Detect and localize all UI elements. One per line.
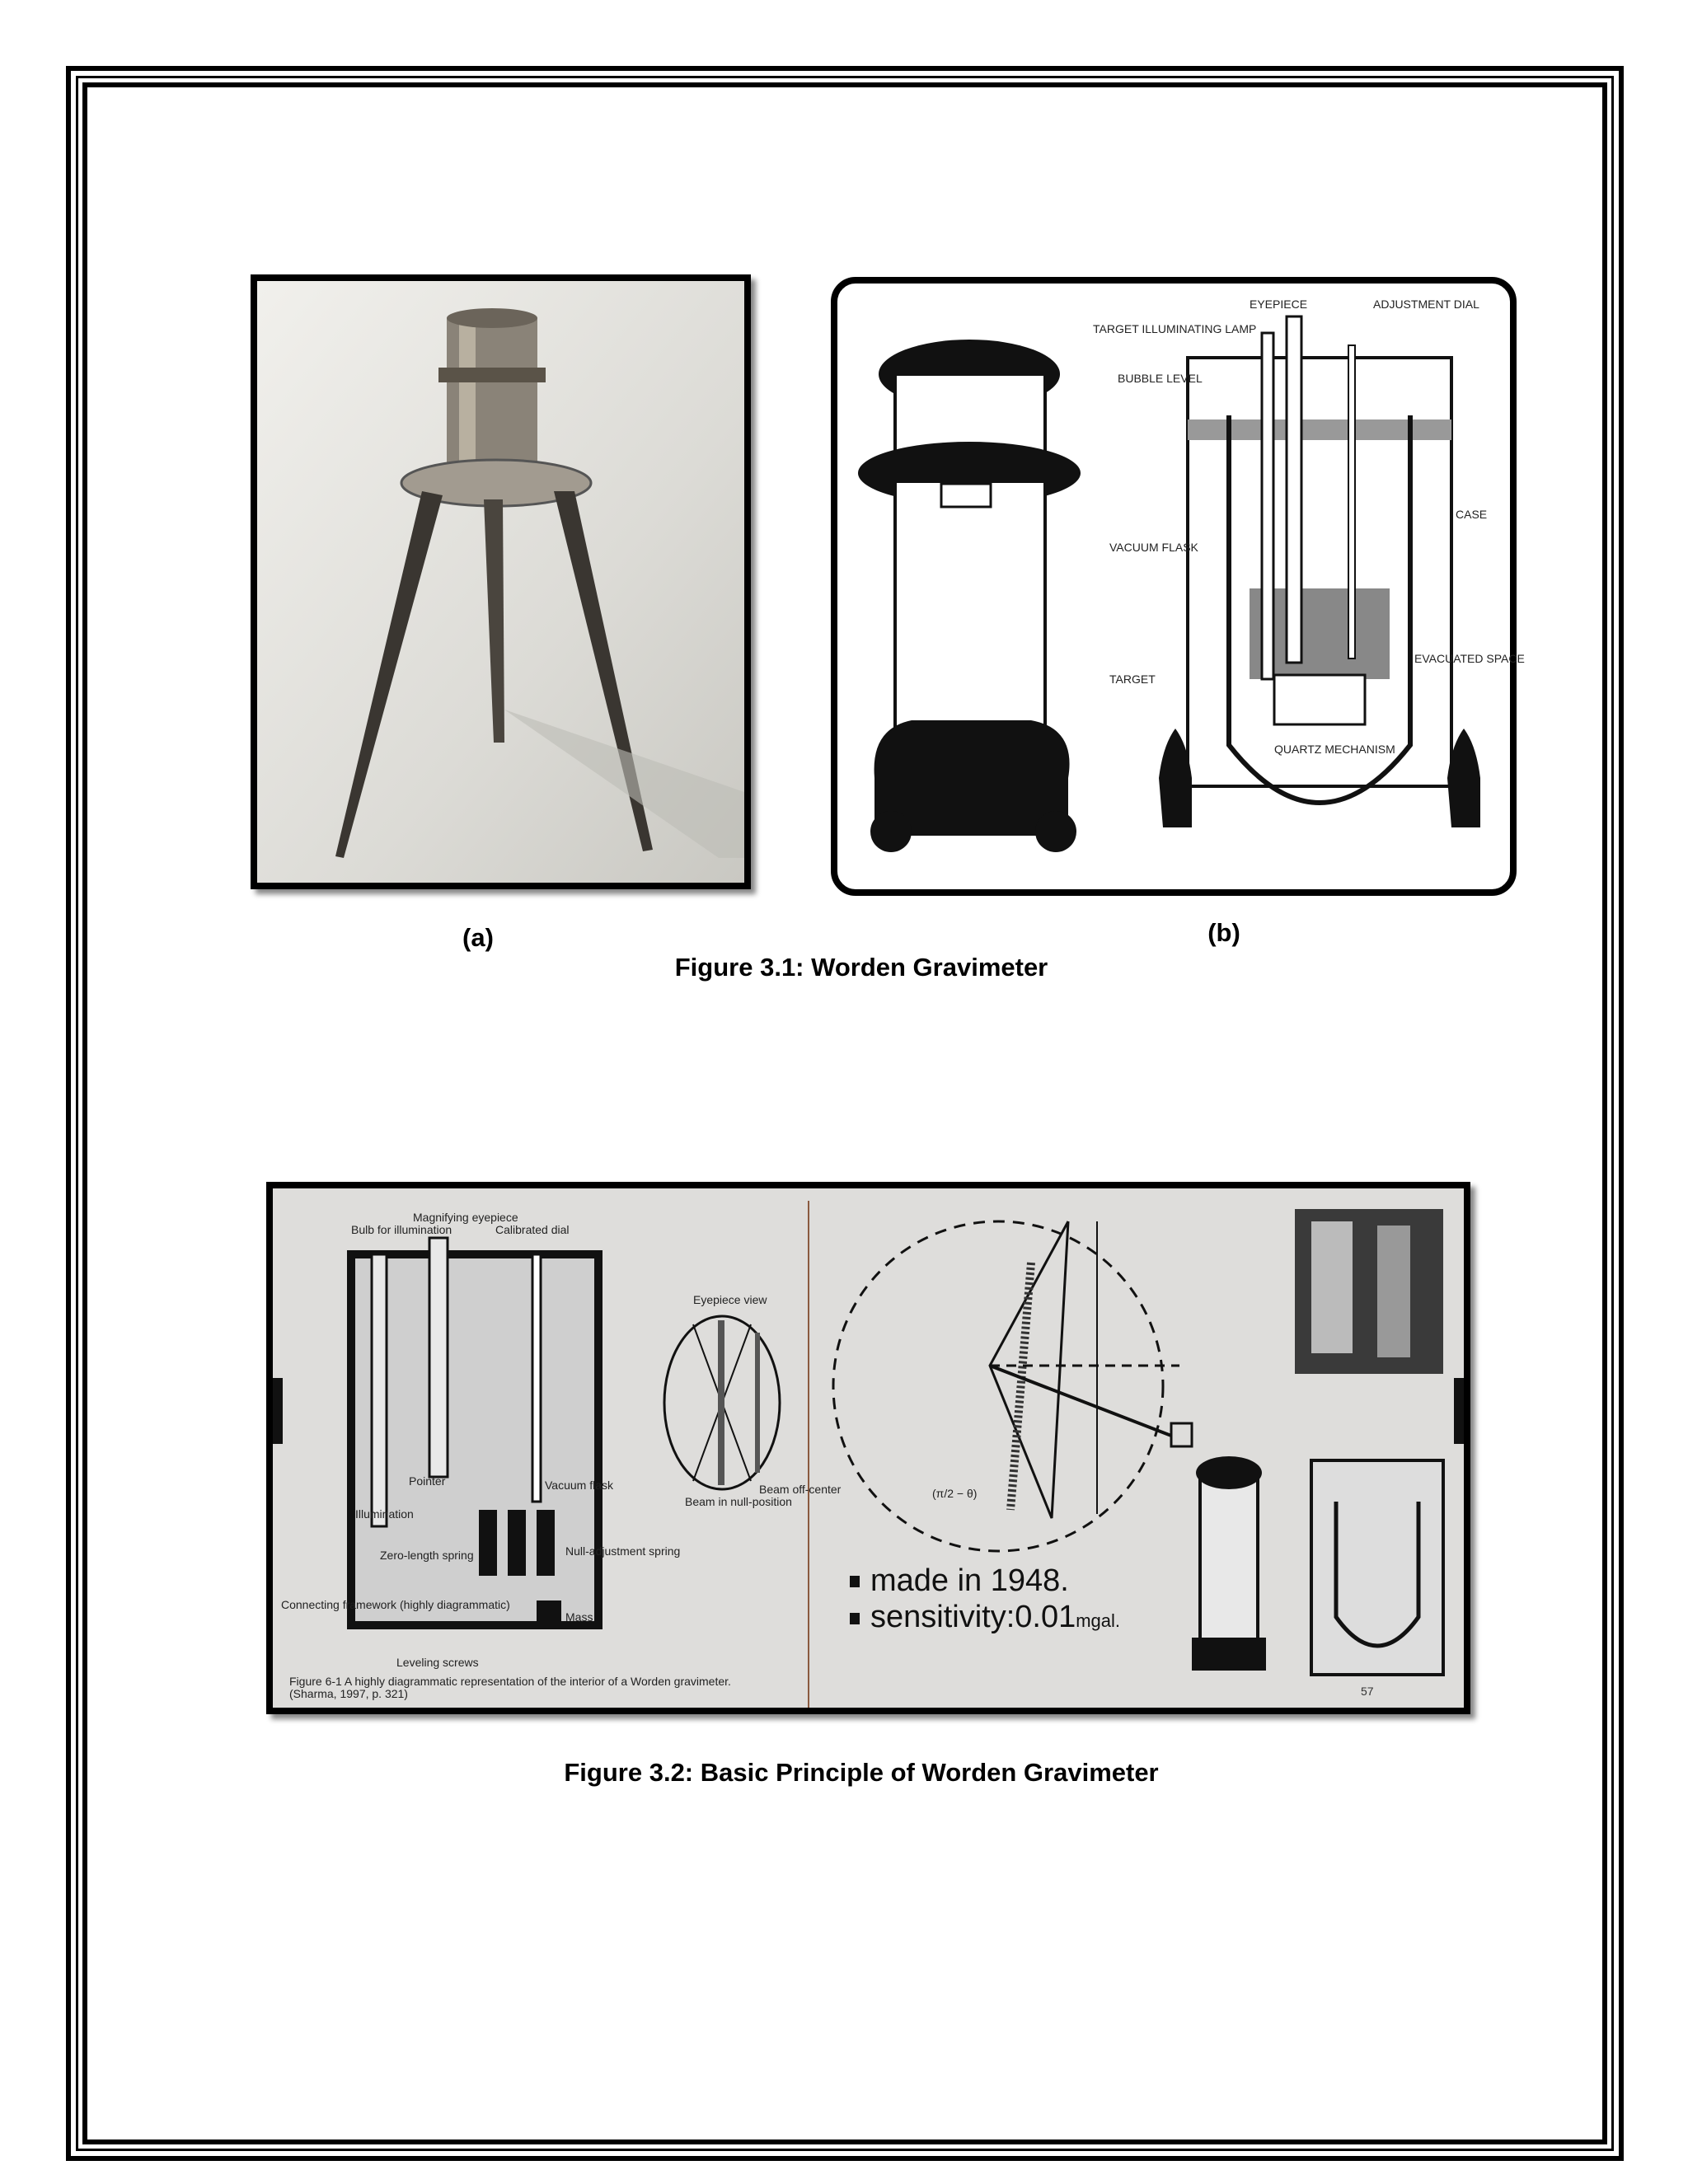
label-zero-length: Zero-length spring — [380, 1549, 474, 1562]
label-leveling: Leveling screws — [396, 1656, 479, 1669]
bullet-sensitivity: sensitivity:0.01mgal. — [870, 1600, 1121, 1634]
label-bulb: Bulb for illumination — [351, 1223, 452, 1236]
label-quartz-mechanism: QUARTZ MECHANISM — [1274, 743, 1395, 756]
bullet-icon — [850, 1576, 860, 1587]
label-beam-null: Beam in null-position — [685, 1495, 792, 1508]
label-mass: Mass — [565, 1610, 593, 1624]
label-eyepiece-view: Eyepiece view — [693, 1293, 767, 1306]
panel-a-label: (a) — [462, 923, 494, 952]
figure-3-1-caption: Figure 3.1: Worden Gravimeter — [674, 953, 1048, 982]
sketch-caption: Figure 6-1 A highly diagrammatic representation of the interior of a Worden gravimeter. — [289, 1675, 731, 1688]
label-target-lamp: TARGET ILLUMINATING LAMP — [1093, 322, 1257, 335]
label-bubble-level: BUBBLE LEVEL — [1118, 372, 1203, 385]
slide-number: 57 — [1361, 1685, 1374, 1698]
worden-gravimeter-cutaway-diagram — [831, 277, 1525, 896]
panel-b-label: (b) — [1207, 918, 1240, 947]
bullet-made-in: made in 1948. — [870, 1563, 1069, 1598]
label-case: CASE — [1456, 508, 1488, 521]
sketch-source: (Sharma, 1997, p. 321) — [289, 1687, 408, 1700]
label-evacuated-space: EVACUATED SPACE — [1414, 652, 1525, 665]
label-beam-off: Beam off-center — [759, 1483, 842, 1496]
figure-3-2-caption: Figure 3.2: Basic Principle of Worden Gravimeter — [564, 1758, 1159, 1787]
label-eyepiece: Magnifying eyepiece — [413, 1211, 518, 1224]
label-vacuum-flask: VACUUM FLASK — [1109, 541, 1198, 554]
label-framework: Connecting framework (highly diagrammatic) — [281, 1598, 510, 1611]
bullet-icon — [850, 1613, 860, 1624]
label-illumination: Illumination — [355, 1507, 414, 1521]
label-pointer: Pointer — [409, 1474, 446, 1488]
label-null-adjustment: Null-adjustment spring — [565, 1544, 681, 1558]
label-dial: Calibrated dial — [495, 1223, 570, 1236]
label-adjustment-dial: ADJUSTMENT DIAL — [1373, 298, 1479, 311]
label-eyepiece: EYEPIECE — [1250, 298, 1308, 311]
label-target: TARGET — [1109, 673, 1156, 686]
label-angle: (π/2 − θ) — [932, 1487, 978, 1500]
label-flask: Vacuum flask — [545, 1479, 613, 1492]
worden-principle-slide — [266, 1182, 1470, 1714]
worden-gravimeter-photo — [251, 274, 751, 889]
